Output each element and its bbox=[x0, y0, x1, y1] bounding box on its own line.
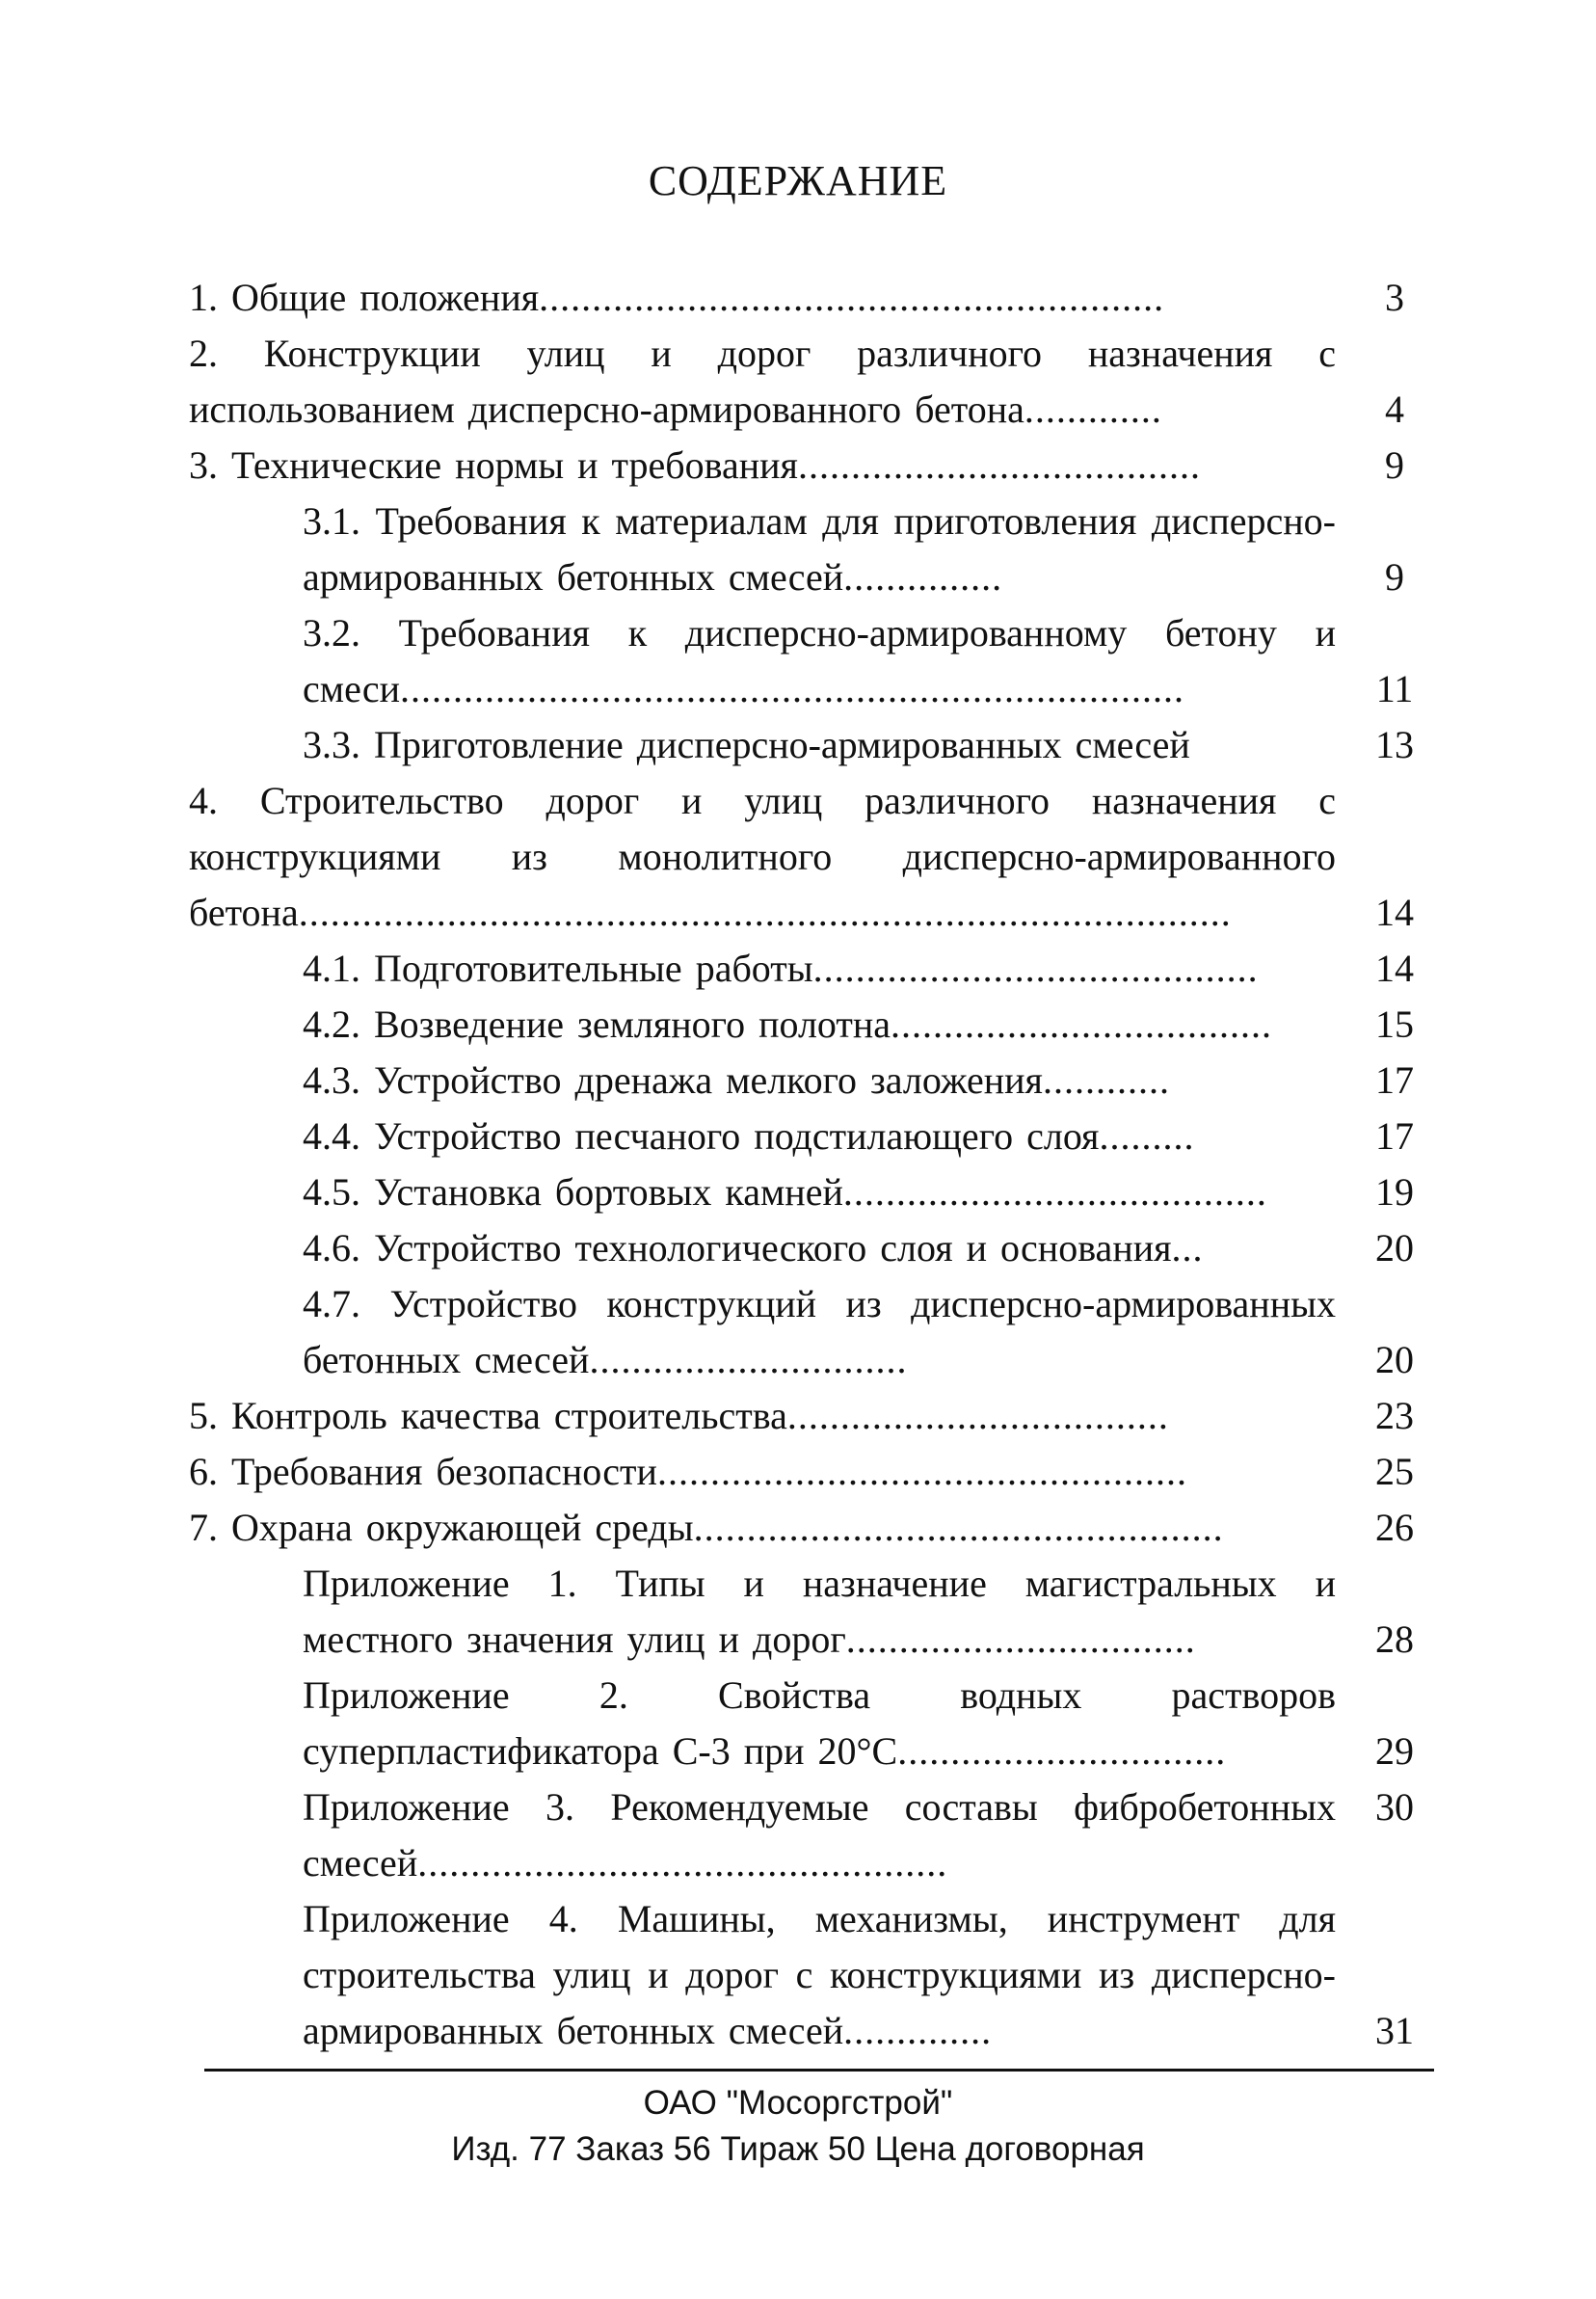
toc-entry-title bbox=[189, 1388, 1336, 1444]
dot-leader: ......... bbox=[1099, 1114, 1195, 1158]
toc-entry bbox=[189, 717, 1438, 773]
dot-leader: ............ bbox=[1042, 1058, 1170, 1102]
footer-divider bbox=[204, 2069, 1434, 2072]
toc-page-number: 26 bbox=[1375, 1506, 1414, 1549]
toc-page-number: 9 bbox=[1385, 555, 1404, 599]
toc-page-number: 4 bbox=[1385, 388, 1404, 431]
toc-entry-title bbox=[303, 717, 1336, 773]
toc-entry-label: 3.3. Приготовление дисперсно-армированных смесей bbox=[303, 723, 1190, 766]
dot-leader: .................................................. bbox=[693, 1506, 1224, 1549]
toc-entry bbox=[189, 1053, 1438, 1109]
toc-entry-title bbox=[303, 1109, 1336, 1164]
toc-entry bbox=[189, 1891, 1438, 2059]
dot-leader: ........................................................................................ bbox=[298, 891, 1232, 934]
toc-entry-label: 5. Контроль качества строительства bbox=[189, 1394, 787, 1437]
toc-page-number: 17 bbox=[1375, 1058, 1414, 1102]
dot-leader: ................................. bbox=[845, 1617, 1196, 1661]
toc-entry-label: 6. Требования безопасности bbox=[189, 1450, 657, 1493]
toc-page-number: 13 bbox=[1375, 723, 1414, 766]
toc-entry-label: Приложение 2. Свойства водных растворов суперпластификатора С-3 при 20°С bbox=[303, 1673, 1336, 1773]
toc-page-number: 25 bbox=[1375, 1450, 1414, 1493]
toc-entry-title bbox=[189, 1444, 1336, 1500]
dot-leader: .................................................. bbox=[417, 1841, 948, 1885]
toc-entry-title bbox=[303, 1556, 1336, 1668]
toc-entry bbox=[189, 1276, 1438, 1388]
toc-page-number: 30 bbox=[1375, 1785, 1414, 1829]
toc-page-number: 14 bbox=[1375, 947, 1414, 990]
dot-leader: ............... bbox=[843, 555, 1003, 599]
toc-entry-label: 4.3. Устройство дренажа мелкого заложения bbox=[303, 1058, 1043, 1102]
toc-entry-title bbox=[303, 1276, 1336, 1388]
toc-entry bbox=[189, 1500, 1438, 1556]
toc-entry-title bbox=[189, 326, 1336, 438]
toc-entry-label: 4.7. Устройство конструкций из дисперсно-армированных бетонных смесей bbox=[303, 1282, 1336, 1381]
toc-page-number: 28 bbox=[1375, 1617, 1414, 1661]
dot-leader: ... bbox=[1171, 1226, 1204, 1270]
toc-entry-title bbox=[189, 1500, 1336, 1556]
toc-page-number: 14 bbox=[1375, 891, 1414, 934]
toc-entry-title bbox=[303, 997, 1336, 1053]
toc-entry-label: 4.1. Подготовительные работы bbox=[303, 947, 813, 990]
dot-leader: ........................................ bbox=[842, 1170, 1267, 1214]
toc-entry-label: 3.2. Требования к дисперсно-армированному бетону и смеси bbox=[303, 611, 1336, 710]
toc-page-number: 20 bbox=[1375, 1226, 1414, 1270]
toc-entry-label: 4. Строительство дорог и улиц различного назначения с конструкциями из монолитного дисперсно-армированного бетона bbox=[189, 779, 1336, 934]
toc-entry-label: 4.2. Возведение земляного полотна bbox=[303, 1002, 891, 1046]
toc-page-number: 23 bbox=[1375, 1394, 1414, 1437]
toc-entry-title bbox=[303, 1053, 1336, 1109]
toc-entry-label: 3. Технические нормы и требования bbox=[189, 443, 798, 487]
toc-page-number: 19 bbox=[1375, 1170, 1414, 1214]
toc-entry-label: Приложение 3. Рекомендуемые составы фибробетонных смесей bbox=[303, 1785, 1336, 1885]
toc-entry-label: Приложение 4. Машины, механизмы, инструмент для строительства улиц и дорог с конструкциями из дисперсно-армированных бетонных смесей bbox=[303, 1897, 1336, 2052]
toc-entry-title bbox=[303, 1220, 1336, 1276]
toc-entry-title bbox=[189, 438, 1336, 494]
footer-publisher: ОАО "Мосоргстрой" bbox=[643, 2084, 953, 2122]
dot-leader: ...................................... bbox=[797, 443, 1201, 487]
dot-leader: .................................... bbox=[786, 1394, 1169, 1437]
toc-entry-label: 4.4. Устройство песчаного подстилающего слоя bbox=[303, 1114, 1100, 1158]
toc-page-number: 3 bbox=[1385, 276, 1404, 319]
toc-entry bbox=[189, 1388, 1438, 1444]
toc-entry bbox=[189, 773, 1438, 941]
toc-entry bbox=[189, 1556, 1438, 1668]
toc-page-number: 29 bbox=[1375, 1729, 1414, 1773]
table-of-contents bbox=[189, 270, 1438, 2059]
toc-entry-label: Приложение 1. Типы и назначение магистральных и местного значения улиц и дорог bbox=[303, 1562, 1336, 1661]
dot-leader: ............................... bbox=[897, 1729, 1227, 1773]
toc-entry-label: 1. Общие положения bbox=[189, 276, 540, 319]
toc-entry bbox=[189, 270, 1438, 326]
dot-leader: ............. bbox=[1024, 388, 1162, 431]
dot-leader: ........................................................... bbox=[539, 276, 1165, 319]
toc-entry bbox=[189, 605, 1438, 717]
toc-entry-title bbox=[303, 1891, 1336, 2059]
toc-entry-title bbox=[303, 1164, 1336, 1220]
toc-entry-title bbox=[189, 773, 1336, 941]
toc-entry-label: 4.6. Устройство технологического слоя и основания bbox=[303, 1226, 1172, 1270]
toc-entry bbox=[189, 326, 1438, 438]
toc-entry bbox=[189, 1220, 1438, 1276]
toc-entry-title bbox=[303, 605, 1336, 717]
toc-page-number: 31 bbox=[1375, 2009, 1414, 2052]
toc-page-number: 20 bbox=[1375, 1338, 1414, 1381]
toc-entry bbox=[189, 1668, 1438, 1779]
toc-entry-title bbox=[303, 941, 1336, 997]
toc-entry bbox=[189, 997, 1438, 1053]
toc-entry-label: 3.1. Требования к материалам для приготовления дисперсно-армированных бетонных смесей bbox=[303, 499, 1336, 599]
toc-entry-label: 2. Конструкции улиц и дорог различного назначения с использованием дисперсно-армированного бетона bbox=[189, 332, 1336, 431]
toc-entry bbox=[189, 438, 1438, 494]
toc-page-number: 17 bbox=[1375, 1114, 1414, 1158]
toc-entry bbox=[189, 494, 1438, 605]
dot-leader: .......................................... bbox=[812, 947, 1259, 990]
dot-leader: .................................................. bbox=[656, 1450, 1187, 1493]
toc-entry-title bbox=[303, 1668, 1336, 1779]
dot-leader: .............................. bbox=[589, 1338, 908, 1381]
toc-entry bbox=[189, 1164, 1438, 1220]
dot-leader: .............. bbox=[843, 2009, 993, 2052]
toc-entry-title bbox=[303, 1779, 1336, 1891]
toc-entry bbox=[189, 1109, 1438, 1164]
toc-page-number: 11 bbox=[1375, 667, 1414, 710]
toc-entry-title bbox=[303, 494, 1336, 605]
toc-entry-title bbox=[189, 270, 1336, 326]
footer-imprint: Изд. 77 Заказ 56 Тираж 50 Цена договорная bbox=[451, 2130, 1145, 2168]
page-title: СОДЕРЖАНИЕ bbox=[648, 157, 948, 204]
toc-entry bbox=[189, 941, 1438, 997]
toc-entry bbox=[189, 1779, 1438, 1891]
toc-page-number: 9 bbox=[1385, 443, 1404, 487]
toc-entry-label: 4.5. Установка бортовых камней bbox=[303, 1170, 843, 1214]
dot-leader: .......................................................................... bbox=[399, 667, 1184, 710]
toc-entry bbox=[189, 1444, 1438, 1500]
toc-entry-label: 7. Охрана окружающей среды bbox=[189, 1506, 694, 1549]
dot-leader: .................................... bbox=[891, 1002, 1273, 1046]
toc-page-number: 15 bbox=[1375, 1002, 1414, 1046]
